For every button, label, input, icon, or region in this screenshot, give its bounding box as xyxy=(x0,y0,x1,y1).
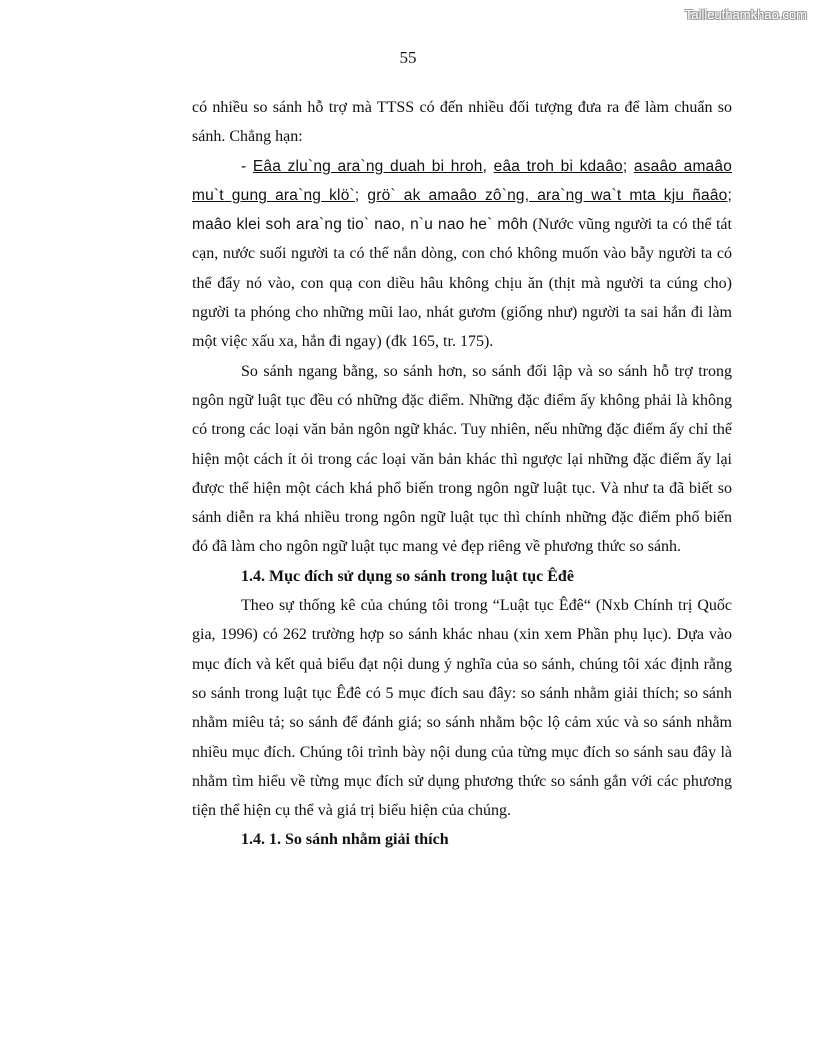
paragraph: Theo sự thống kê của chúng tôi trong “Luật tục Êđê“ (Nxb Chính trị Quốc gia, 1996) có 262 trường hợp so sánh khác nhau (xin xem Phần phụ lục). Dựa vào mục đích và kết quả biểu đạt nội dung ý nghĩa của so sánh, chúng tôi xác định rằng so sánh trong luật tục Êđê có 5 mục đích sau đây: so sánh nhằm giải thích; so sánh nhằm miêu tả; so sánh để đánh giá; so sánh nhằm bộc lộ cảm xúc và so sánh nhằm nhiều mục đích. Chúng tôi trình bày nội dung của từng mục đích so sánh sau đây là nhằm tìm hiểu về từng mục đích sử dụng phương thức so sánh gắn với các phương tiện thể hiện cụ thể và giá trị biểu hiện của chúng. xyxy=(192,597,732,820)
paragraph: So sánh ngang bằng, so sánh hơn, so sánh đối lập và so sánh hỗ trợ trong ngôn ngữ luật tục đều có những đặc điểm. Những đặc điểm ấy không phải là không có trong các loại văn bản ngôn ngữ khác. Tuy nhiên, nếu những đặc điểm ấy chỉ thể hiện một cách ít ỏi trong các loại văn bản khác thì ngược lại những đặc điểm ấy lại được thể hiện một cách khá phổ biến trong ngôn ngữ luật tục. Và như ta đã biết so sánh diễn ra khá nhiều trong ngôn ngữ luật tục thì chính những đặc điểm phổ biến đó đã làm cho ngôn ngữ luật tục mang vẻ đẹp riêng về phương thức so sánh. xyxy=(192,362,732,556)
section-heading: 1.4. Mục đích sử dụng so sánh trong luật tục Êđê xyxy=(241,567,574,585)
separator: ; xyxy=(727,186,732,204)
ede-phrase: maâo klei soh ara`ng tio` nao, n`u nao he` môh xyxy=(192,216,529,234)
document-body xyxy=(192,93,732,855)
page-number: 55 xyxy=(399,48,417,67)
ede-phrase: eâa troh bi kdaâo xyxy=(493,157,623,175)
subsection-heading: 1.4. 1. So sánh nhằm giải thích xyxy=(241,831,449,849)
ede-phrase: asaâo amaâo mu`t gung ara`ng klö` xyxy=(192,157,733,204)
paragraph: có nhiều so sánh hỗ trợ mà TTSS có đến nhiều đối tượng đưa ra để làm chuẩn so sánh. Chẳng hạn: xyxy=(192,99,732,146)
watermark: Tailieuthamkhao.com xyxy=(684,7,807,22)
ede-phrase: grö` ak amaâo zô`ng, ara`ng wa`t mta kju ñaâo xyxy=(367,186,728,204)
separator: ; xyxy=(354,186,368,204)
separator: , xyxy=(482,157,494,175)
example-dash: - xyxy=(241,157,253,175)
separator: ; xyxy=(622,157,634,175)
translation: (Nước vũng người ta có thể tát cạn, nước suối người ta có thể nắn dòng, con chó không muốn vào bẫy người ta có thể đẩy nó vào, con quạ con diều hâu không chịu ăn (thịt mà người ta cúng cho) người ta phóng cho những mũi lao, nhát gươm (giống như) người ta sai hắn đi làm một việc xấu xa, hắn đi ngay) (đk 165, tr. 175). xyxy=(192,216,732,351)
example-paragraph xyxy=(192,152,732,357)
ede-phrase: Eâa zlu`ng ara`ng duah bi hroh xyxy=(252,157,483,175)
